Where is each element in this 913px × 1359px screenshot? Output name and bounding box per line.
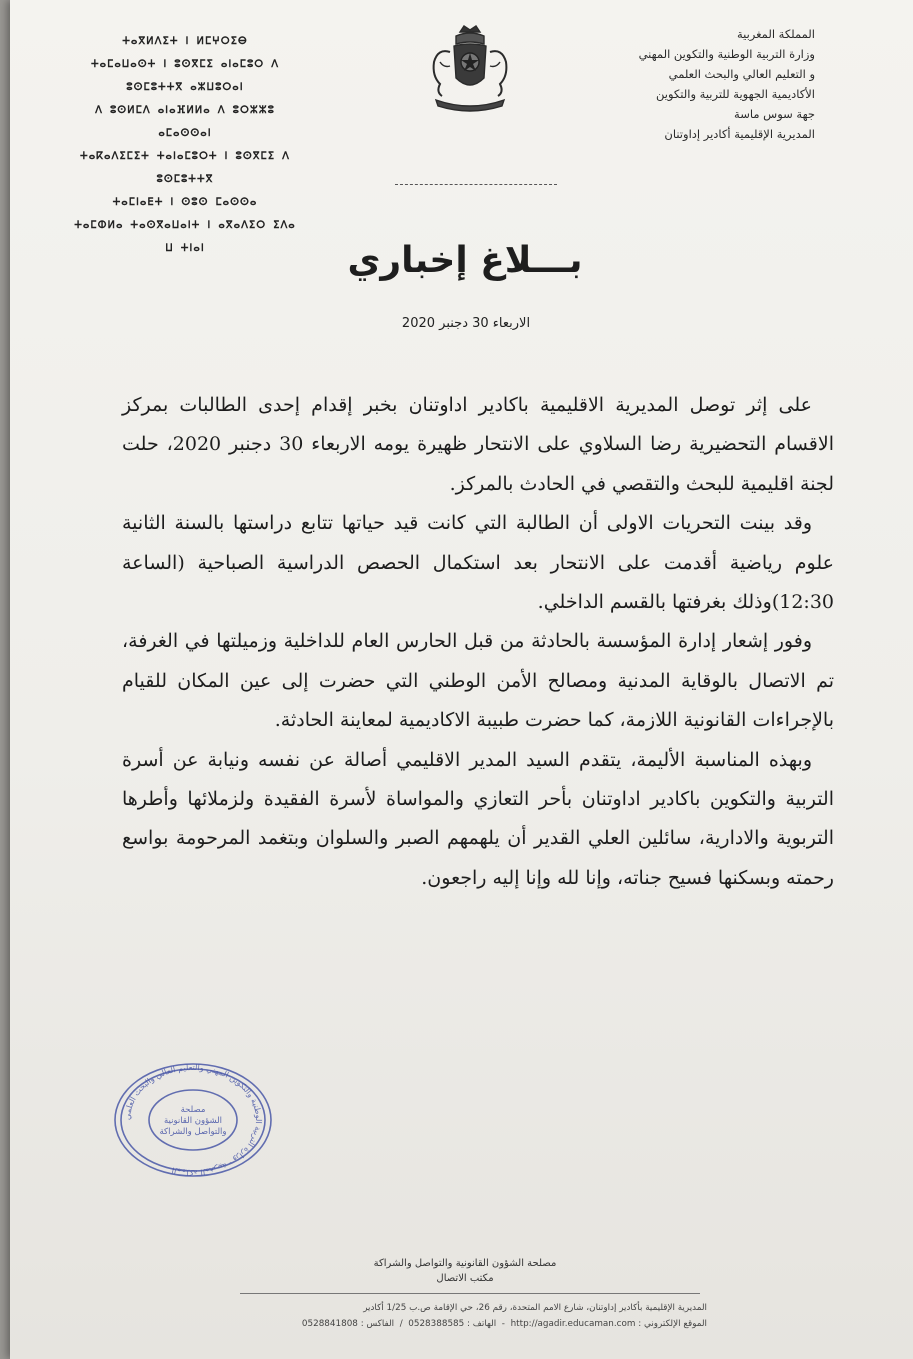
- official-stamp-icon: [110, 1060, 276, 1180]
- stamp-inner-line: والتواصل والشراكة: [159, 1127, 227, 1137]
- header-line: ⵜⴰⴳⵍⴷⵉⵜ ⵏ ⵍⵎⵖⵔⵉⴱ: [122, 36, 248, 47]
- header-line: ⵜⴰⴽⴰⴷⵉⵎⵉⵜ ⵜⴰⵏⴰⵎⵓⵔⵜ ⵏ ⵓⵙⴳⵎⵉ ⴷ ⵓⵙⵎⵓⵜⵜⴳ: [80, 151, 290, 185]
- page-title: بـــلاغ إخباري: [347, 240, 583, 281]
- header-line: المديرية الإقليمية أكادير إداوتنان: [664, 127, 815, 141]
- header-line: ⵜⴰⵎⵏⴰⴹⵜ ⵏ ⵙⵓⵙ ⵎⴰⵙⵙⴰ: [112, 197, 258, 208]
- body-paragraph: وبهذه المناسبة الأليمة، يتقدم السيد المدير الاقليمي أصالة عن نفسه ونيابة عن أسرة التربية والتكوين باكادير اداوتنان بأحر التعازي والمواساة لأسرة الفقيدة ولزملائها وأطرها التربوية والادارية، سائلين العلي القدير أن يلهمهم الصبر والسلوان وبتغمد المرحومة بواسع رحمته وبسكنها فسيح جناته، وإنا لله وإنا إليه راجعون.: [122, 748, 834, 889]
- header-line: ⵜⴰⵎⵀⵍⴰ ⵜⴰⵙⴳⴰⵡⴰⵏⵜ ⵏ ⴰⴳⴰⴷⵉⵔ ⵉⴷⴰ ⵡ ⵜⵏⴰⵏ: [74, 220, 296, 254]
- footer-office-name: مكتب الاتصال: [436, 1273, 494, 1284]
- stamp-inner-line: مصلحة: [180, 1105, 206, 1115]
- royal-emblem-icon: [420, 22, 520, 112]
- website-link[interactable]: http://agadir.educaman.com: [510, 1319, 636, 1329]
- footer-service: [250, 1256, 680, 1286]
- body-paragraph: وقد بينت التحريات الاولى أن الطالبة التي كانت قيد حياتها تتابع دراستها بالسنة الثانية علوم رياضية أقدمت على الانتحار بعد استكمال الحصص الدراسية الصباحية (الساعة 12:30)وذلك بغرفتها بالقسم الداخلي.: [122, 512, 834, 614]
- header-divider: [395, 184, 557, 185]
- footer-service-name: مصلحة الشؤون القانونية والتواصل والشراكة: [373, 1258, 557, 1269]
- header-line: ⴷ ⵓⵙⵍⵎⴷ ⴰⵏⴰⴼⵍⵍⴰ ⴷ ⵓⵔⵣⵣⵓ ⴰⵎⴰⵙⵙⴰⵏ: [95, 105, 275, 139]
- document-date: الاربعاء 30 دجنبر 2020: [401, 316, 531, 331]
- document-page: [10, 0, 913, 1359]
- body-paragraph: على إثر توصل المديرية الاقليمية باكادير اداوتنان بخبر إقدام إحدى الطالبات بمركز الاقسام التحضيرية رضا السلاوي على الانتحار ظهيرة يومه الاربعاء 30 دجنبر 2020، حلت لجنة اقليمية للبحث والتقصي في الحادث بالمركز.: [122, 394, 834, 495]
- footer-contact: المديرية الإقليمية بأكادير إداوتنان، شارع الامم المتحدة، رقم 26، حي الإقامة ص.ب 1/25 أكادير الموقع الإلكتروني : http://agadir.educaman.com - الهاتف : 0528388585 / الفاكس : 0528841808: [245, 1300, 707, 1332]
- header-line: جهة سوس ماسة: [734, 107, 815, 121]
- document-body: [122, 386, 834, 898]
- footer-address: المديرية الإقليمية بأكادير إداوتنان، شارع الامم المتحدة، رقم 26، حي الإقامة ص.ب 1/25 أكادير: [363, 1303, 707, 1313]
- phone-number: 0528388585: [408, 1319, 465, 1329]
- header-line: وزارة التربية الوطنية والتكوين المهني: [638, 47, 815, 61]
- stamp-outer-text: المملكة المغربية - وزارة التربية الوطنية والتكوين المهني والتعليم العالي والبحث العلمي: [122, 1062, 264, 1178]
- phone-label: الهاتف :: [467, 1319, 497, 1329]
- header-line: المملكة المغربية: [736, 27, 815, 41]
- website-label: الموقع الإلكتروني :: [638, 1319, 707, 1329]
- header-line: الأكاديمية الجهوية للتربية والتكوين: [656, 87, 815, 101]
- header-line: و التعليم العالي والبحث العلمي: [668, 67, 815, 81]
- header-line: ⵜⴰⵎⴰⵡⴰⵙⵜ ⵏ ⵓⵙⴳⵎⵉ ⴰⵏⴰⵎⵓⵔ ⴷ ⵓⵙⵎⵓⵜⵜⴳ ⴰⵣⵡⵓⵔⴰⵏ: [90, 59, 280, 93]
- stamp-inner-line: الشؤون القانونية: [163, 1116, 223, 1126]
- header-tifinagh-ministry: [70, 30, 300, 260]
- fax-label: الفاكس :: [360, 1319, 395, 1329]
- fax-number: 0528841808: [301, 1319, 358, 1329]
- body-paragraph: وفور إشعار إدارة المؤسسة بالحادثة من قبل الحارس العام للداخلية وزميلتها في الغرفة، تم الاتصال بالوقاية المدنية ومصالح الأمن الوطني التي حضرت إلى عين المكان للقيام بالإجراءات القانونية اللازمة، كما حضرت طبيبة الاكاديمية لمعاينة الحادثة.: [122, 630, 834, 732]
- header-arabic-ministry: [605, 24, 815, 144]
- footer-divider: [240, 1293, 700, 1294]
